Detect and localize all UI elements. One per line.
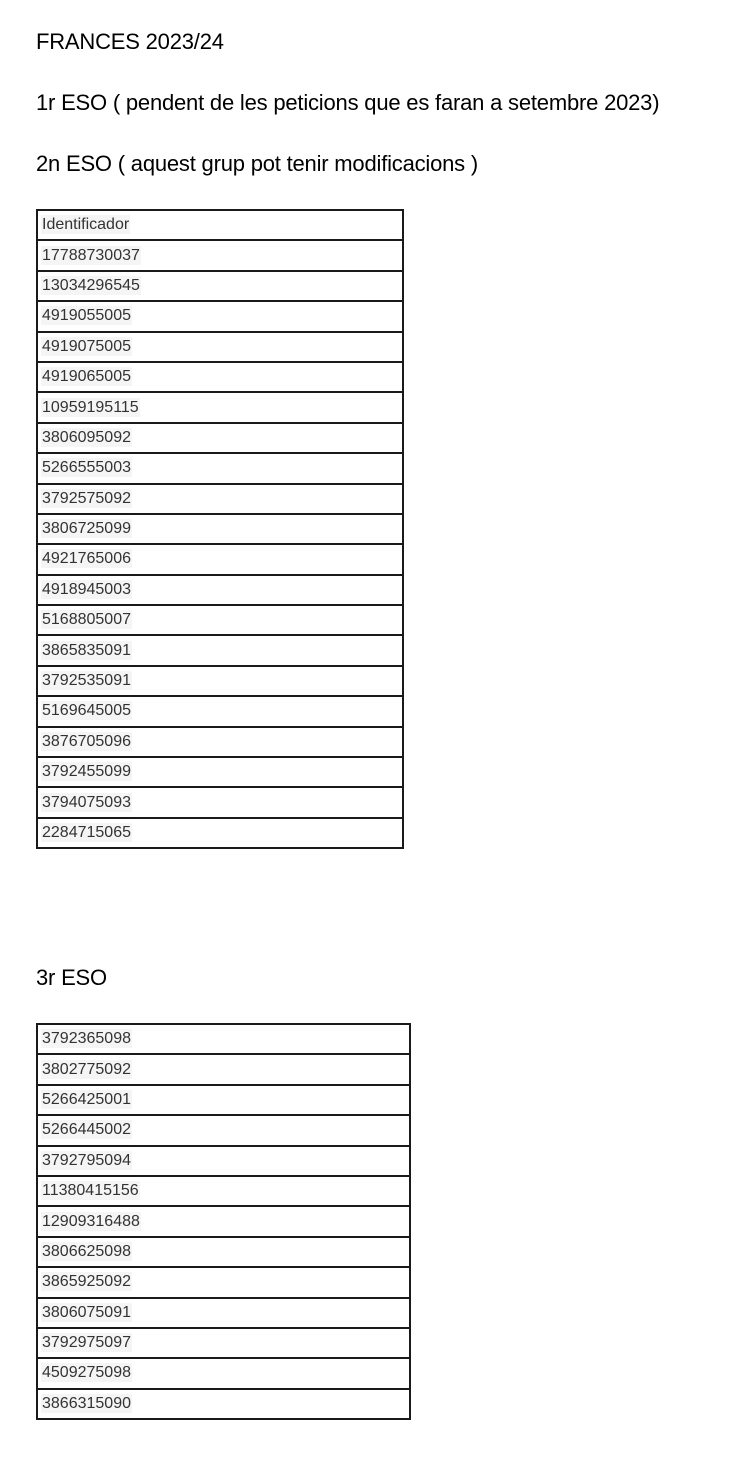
id-cell: 3792365098 [42,1030,131,1048]
table-row [37,514,403,544]
table-row [37,1328,410,1358]
id-cell: 4921765006 [42,550,131,568]
id-cell: 4918945003 [42,580,131,598]
table-2n-eso [36,209,404,849]
table-row [37,1389,410,1419]
id-cell: 3806075091 [42,1303,131,1321]
table-row [37,1298,410,1328]
table-row [37,818,403,848]
id-cell: 3865925092 [42,1273,131,1291]
table-row [37,1206,410,1236]
id-cell: 4919055005 [42,307,131,325]
id-cell: 4509275098 [42,1364,131,1382]
id-cell: 3794075093 [42,793,131,811]
id-cell: 3792535091 [42,672,131,690]
id-cell: 5266425001 [42,1090,131,1108]
id-cell: 17788730037 [42,246,140,264]
table-row [37,362,403,392]
table-row [37,1146,410,1176]
table-row [37,392,403,422]
id-cell: 3792975097 [42,1334,131,1352]
id-cell: 5266555003 [42,459,131,477]
table-row [37,271,403,301]
id-cell: 3876705096 [42,732,131,750]
id-cell: 2284715065 [42,824,131,841]
table-row [37,1267,410,1297]
id-cell: 3792455099 [42,763,131,781]
table-row [37,1358,410,1388]
id-cell: 3866315090 [42,1394,131,1412]
table-row [37,1054,410,1084]
table-row [37,544,403,574]
table-row [37,1085,410,1115]
id-cell: 5266445002 [42,1121,131,1139]
id-cell: 3792795094 [42,1151,131,1169]
table-row [37,696,403,726]
document-title: FRANCES 2023/24 [36,29,224,54]
table-row [37,332,403,362]
table-row [37,1176,410,1206]
id-cell: 3865835091 [42,641,131,659]
id-cell: 4919065005 [42,368,131,386]
table-row [37,727,403,757]
table-row [37,635,403,665]
id-cell: 4919075005 [42,337,131,355]
id-cell: 3806725099 [42,520,131,538]
section-heading-3r-eso: 3r ESO [36,965,107,990]
column-header-identificador: Identificador [42,216,130,234]
id-cell: 3792575092 [42,489,131,507]
id-cell: 3806095092 [42,428,131,446]
table-row [37,240,403,270]
table-row [37,1115,410,1145]
table-row [37,1237,410,1267]
table-row [37,757,403,787]
id-cell: 3806625098 [42,1242,131,1260]
table-3r-eso [36,1023,411,1420]
section-heading-2n-eso: 2n ESO ( aquest grup pot tenir modificacions ) [36,151,479,176]
table-row [37,484,403,514]
id-cell: 11380415156 [42,1182,139,1200]
table-row [37,423,403,453]
table-row [37,301,403,331]
id-cell: 10959195115 [42,398,139,416]
table-row [37,787,403,817]
table-row [37,666,403,696]
table-row [37,605,403,635]
table-row [37,453,403,483]
id-cell: 13034296545 [42,276,140,294]
id-cell: 12909316488 [42,1212,140,1230]
table-row [37,575,403,605]
id-cell: 5169645005 [42,702,131,720]
section-heading-1r-eso: 1r ESO ( pendent de les peticions que es faran a setembre 2023) [36,90,660,115]
table-header-row [37,210,403,240]
id-cell: 5168805007 [42,611,131,629]
table-row [37,1024,410,1054]
id-cell: 3802775092 [42,1060,131,1078]
